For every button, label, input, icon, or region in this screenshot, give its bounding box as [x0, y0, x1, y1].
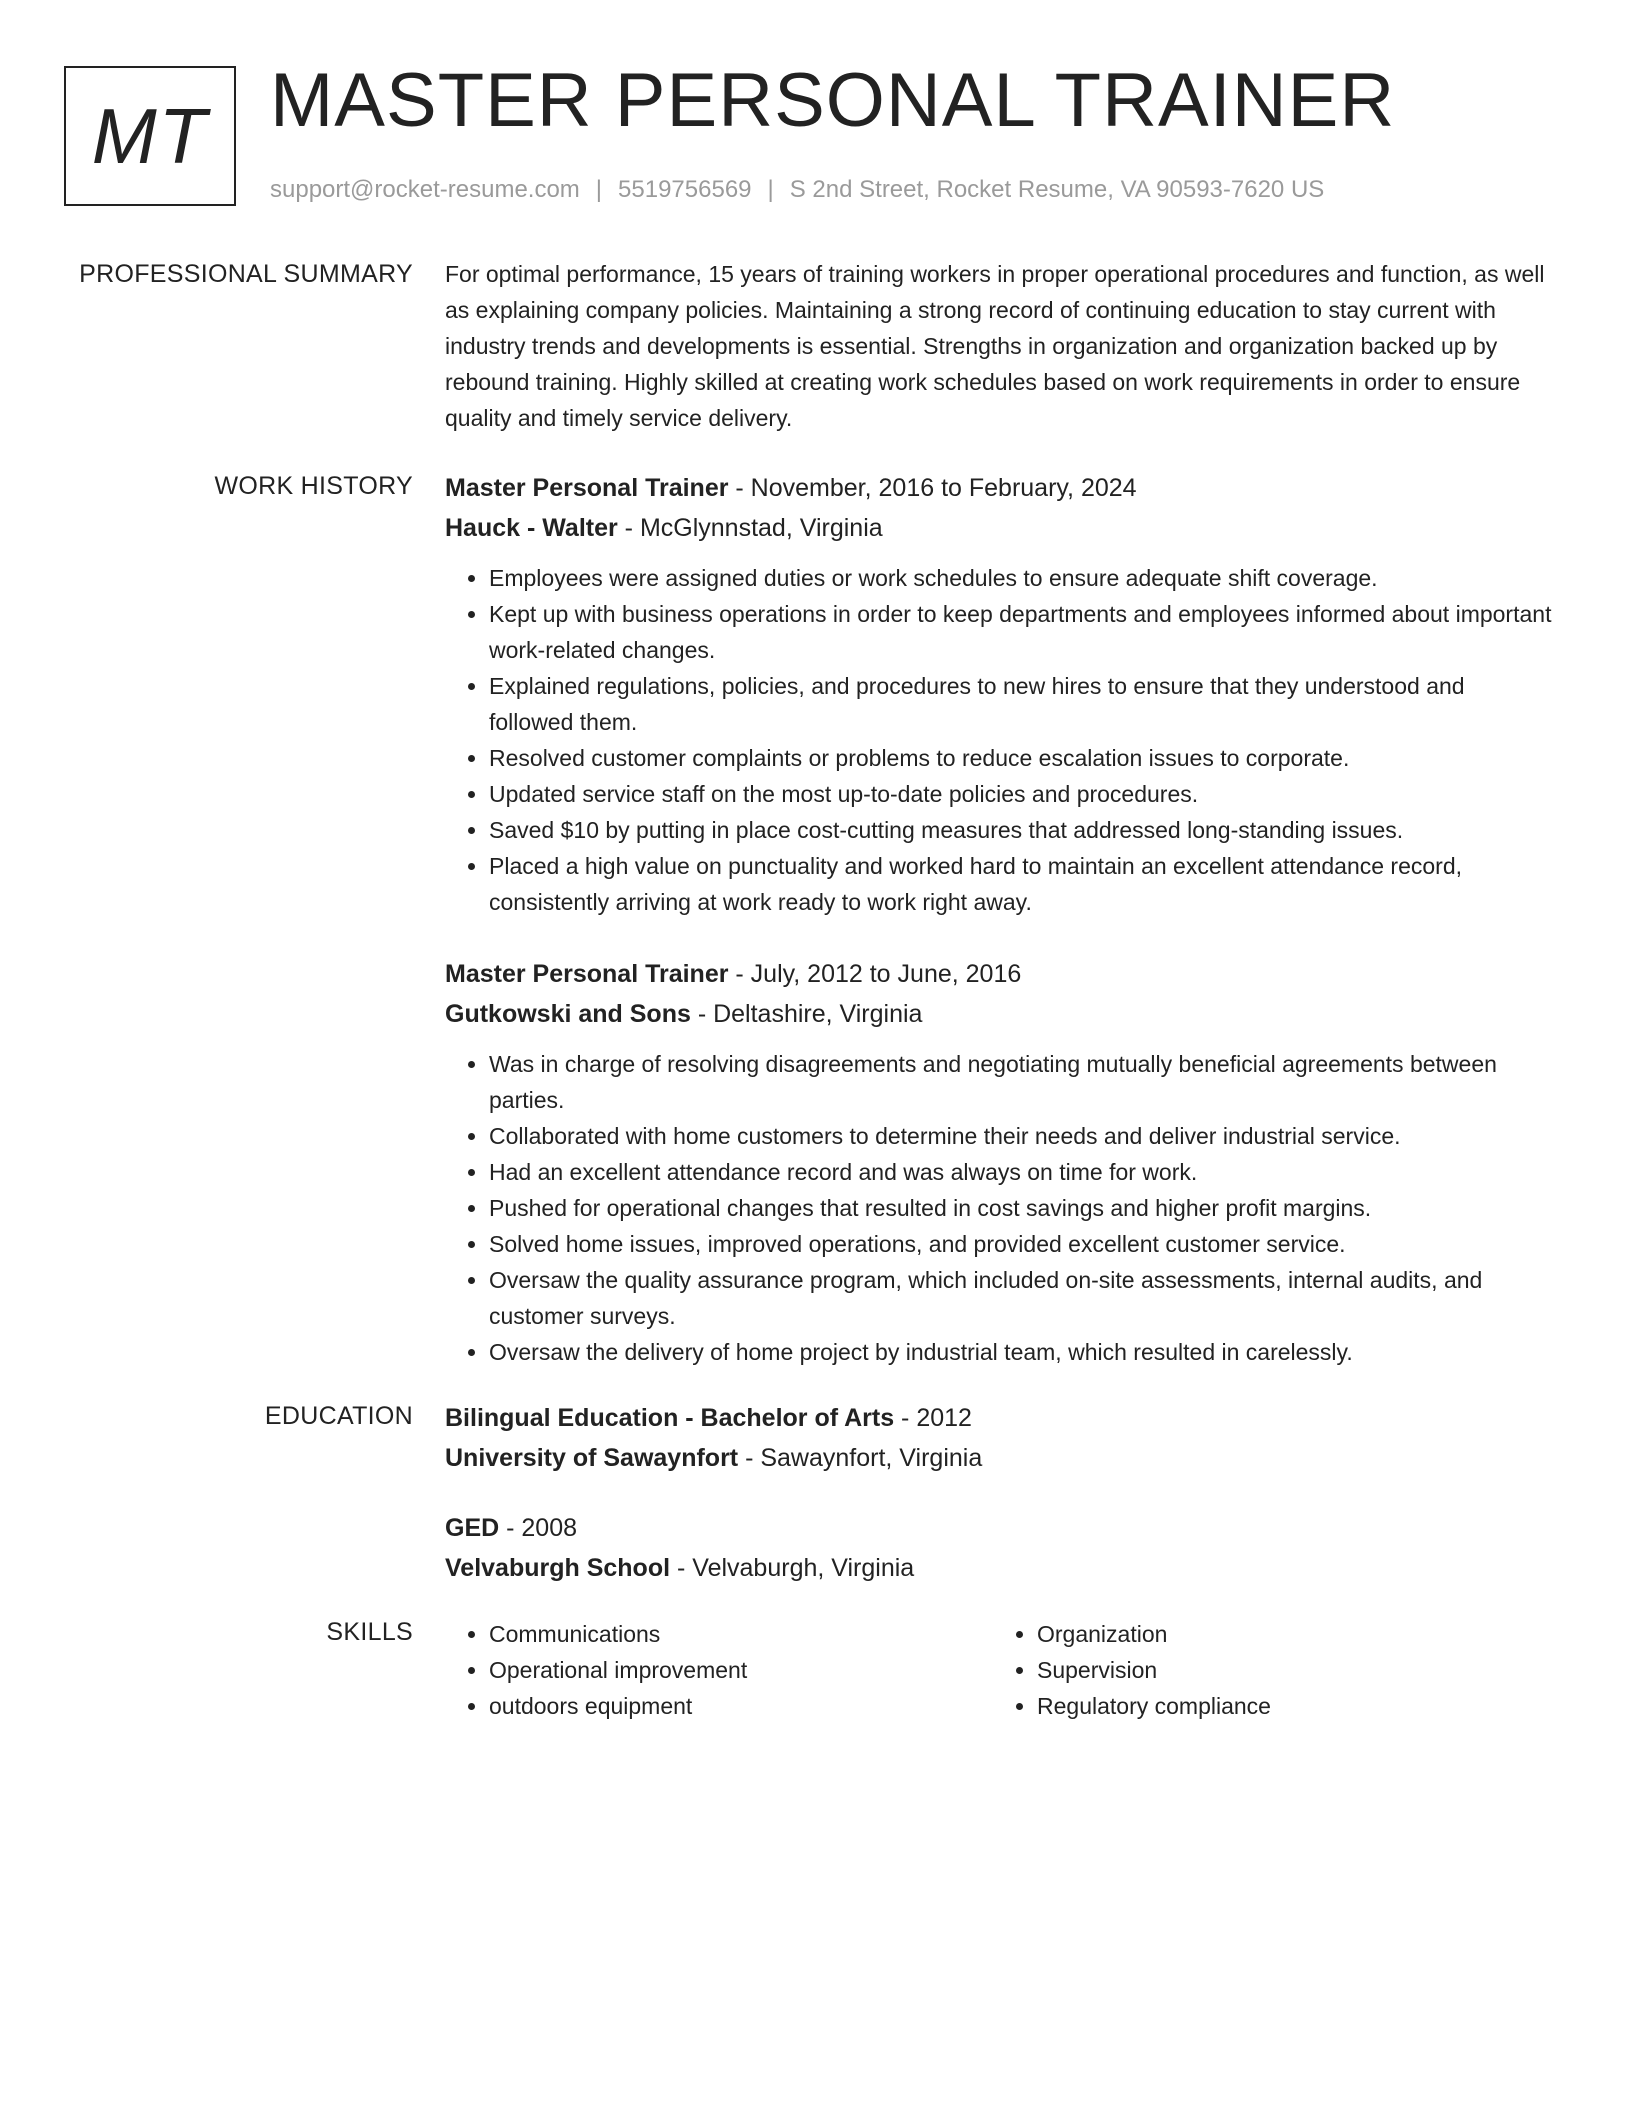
- section-heading: EDUCATION: [264, 1402, 413, 1430]
- job-company-line: [445, 994, 1555, 1034]
- skills-list: [445, 1616, 993, 1724]
- job-bullet: • Resolved customer complaints or problems to reduce escalation issues to corporate.: [489, 740, 1555, 776]
- job-bullet: • Kept up with business operations in order to keep departments and employees informed about important work-related changes.: [489, 596, 1555, 668]
- contact-email: support@rocket-resume.com: [270, 176, 580, 203]
- education-year: - 2008: [499, 1514, 578, 1542]
- skills-body: [445, 1616, 1555, 1724]
- job-title-line: [445, 954, 1555, 994]
- contact-line: [270, 174, 1324, 206]
- section-heading: WORK HISTORY: [214, 472, 413, 500]
- education-year: - 2012: [894, 1404, 972, 1432]
- skill-item: • Regulatory compliance: [1037, 1688, 1541, 1724]
- education-location: - Velvaburgh, Virginia: [670, 1554, 915, 1582]
- job-bullet: • Explained regulations, policies, and procedures to new hires to ensure that they understood and followed them.: [489, 668, 1555, 740]
- education-school: University of Sawaynfort: [445, 1444, 739, 1472]
- job-bullet: • Employees were assigned duties or work schedules to ensure adequate shift coverage.: [489, 560, 1555, 596]
- education-body: [445, 1398, 1555, 1618]
- job-bullets: [445, 1046, 1555, 1370]
- section-heading: SKILLS: [326, 1618, 413, 1646]
- job-bullet: • Was in charge of resolving disagreements and negotiating mutually beneficial agreements between parties.: [489, 1046, 1555, 1118]
- job-bullet: • Oversaw the quality assurance program, which included on-site assessments, internal audits, and customer surveys.: [489, 1262, 1555, 1334]
- job-bullet: • Updated service staff on the most up-to-date policies and procedures.: [489, 776, 1555, 812]
- education-school: Velvaburgh School: [445, 1554, 671, 1582]
- contact-separator: |: [595, 176, 603, 203]
- job-company: Gutkowski and Sons: [445, 1000, 691, 1028]
- contact-address: S 2nd Street, Rocket Resume, VA 90593-7620 US: [789, 176, 1325, 203]
- job-dates: - November, 2016 to February, 2024: [728, 474, 1137, 502]
- summary-body: [445, 256, 1555, 436]
- contact-phone: 5519756569: [618, 176, 752, 203]
- job-location: - Deltashire, Virginia: [690, 1000, 923, 1028]
- skill-item: • Supervision: [1037, 1652, 1541, 1688]
- job-bullet: • Had an excellent attendance record and was always on time for work.: [489, 1154, 1555, 1190]
- education-degree: Bilingual Education - Bachelor of Arts: [445, 1404, 895, 1432]
- job-entry: [445, 468, 1555, 920]
- job-title-line: [445, 468, 1555, 508]
- job-bullet: • Saved $10 by putting in place cost-cutting measures that addressed long-standing issues.: [489, 812, 1555, 848]
- section-heading: PROFESSIONAL SUMMARY: [79, 260, 413, 288]
- job-company-line: [445, 508, 1555, 548]
- job-dates: - July, 2012 to June, 2016: [728, 960, 1022, 988]
- monogram-box: [64, 66, 236, 206]
- work-history-body: [445, 468, 1555, 1404]
- skills-grid: [445, 1616, 1555, 1724]
- candidate-name: MASTER PERSONAL TRAINER: [270, 58, 1396, 143]
- job-company: Hauck - Walter: [445, 514, 618, 542]
- job-title: Master Personal Trainer: [445, 474, 729, 502]
- contact-separator: |: [767, 176, 774, 203]
- skills-column: [445, 1616, 993, 1724]
- job-location: - McGlynnstad, Virginia: [617, 514, 883, 542]
- education-school-line: [445, 1438, 1555, 1478]
- skill-item: • Operational improvement: [489, 1652, 993, 1688]
- job-bullets: [445, 560, 1555, 920]
- skill-item: • Communications: [489, 1616, 993, 1652]
- job-bullet: • Pushed for operational changes that resulted in cost savings and higher profit margins.: [489, 1190, 1555, 1226]
- skills-column: [993, 1616, 1541, 1724]
- job-bullet: • Placed a high value on punctuality and worked hard to maintain an excellent attendance record, consistently arriving at work ready to work right away.: [489, 848, 1555, 920]
- education-location: - Sawaynfort, Virginia: [738, 1444, 983, 1472]
- education-entry: [445, 1398, 1555, 1478]
- education-entry: [445, 1508, 1555, 1588]
- job-bullet: • Oversaw the delivery of home project by industrial team, which resulted in carelessly.: [489, 1334, 1555, 1370]
- job-title: Master Personal Trainer: [445, 960, 729, 988]
- education-degree-line: [445, 1508, 1555, 1548]
- monogram-initials: MT: [91, 91, 209, 180]
- job-bullet: • Collaborated with home customers to determine their needs and deliver industrial service.: [489, 1118, 1555, 1154]
- job-bullet: • Solved home issues, improved operations, and provided excellent customer service.: [489, 1226, 1555, 1262]
- skill-item: • outdoors equipment: [489, 1688, 993, 1724]
- education-degree-line: [445, 1398, 1555, 1438]
- skill-item: • Organization: [1037, 1616, 1541, 1652]
- education-school-line: [445, 1548, 1555, 1588]
- summary-text: For optimal performance, 15 years of training workers in proper operational procedures and function, as well as explaining company policies. Maintaining a strong record of continuing education to stay current with industry trends and developments is essential. Strengths in organization and organization backed up by rebound training. Highly skilled at creating work schedules based on work requirements in order to ensure quality and timely service delivery.: [445, 261, 1545, 431]
- job-entry: [445, 954, 1555, 1370]
- education-degree: GED: [445, 1514, 500, 1542]
- skills-list: [993, 1616, 1541, 1724]
